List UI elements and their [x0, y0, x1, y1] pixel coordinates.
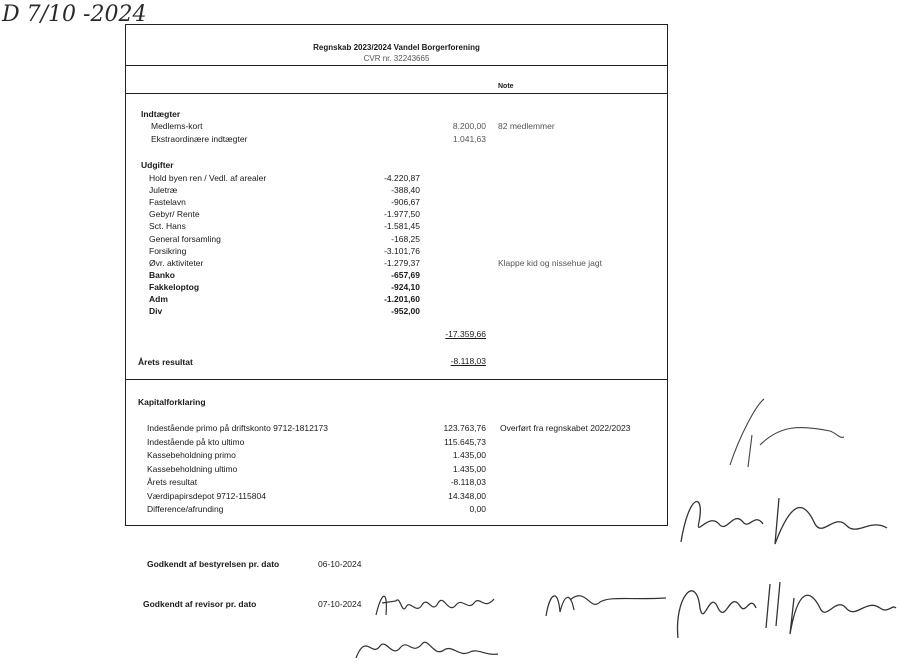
- capital-label: Værdipapirsdepot 9712-115804: [147, 490, 266, 501]
- signature-2: [352, 628, 502, 666]
- expense-label: Øvr. aktiviteter: [149, 257, 204, 268]
- expense-label: Gebyr/ Rente: [149, 209, 200, 220]
- income-label-1: Ekstraordinære indtægter: [151, 134, 248, 144]
- income-note-0: 82 medlemmer: [498, 121, 555, 131]
- expense-amount: -1.201,60: [384, 294, 420, 304]
- expense-amount: -1.977,50: [384, 209, 420, 220]
- capital-label: Kassebeholdning ultimo: [147, 463, 238, 474]
- expense-label: Fakkeloptog: [149, 281, 200, 292]
- expense-label: General forsamling: [149, 233, 221, 244]
- divider-capital: [126, 379, 667, 380]
- expense-amount: -388,40: [391, 185, 420, 196]
- income-amount-1: 1.041,63: [452, 134, 486, 144]
- expenses-total: -17.359,66: [445, 329, 486, 339]
- capital-amount: 1.435,00: [452, 450, 486, 460]
- expense-amount: -1.279,37: [384, 257, 420, 268]
- expense-label: Hold byen ren / Vedl. af arealer: [149, 173, 267, 183]
- expense-amount: -3.101,76: [384, 245, 420, 256]
- expense-amount: -657,69: [391, 269, 420, 280]
- capital-amount: 115.645,73: [444, 436, 486, 447]
- income-label-0: Medlems-kort: [151, 121, 203, 131]
- signature-4: [670, 568, 898, 648]
- cvr-number: CVR nr. 32243665: [363, 54, 430, 63]
- expense-amount: -4.220,87: [384, 173, 420, 183]
- signature-5: [675, 482, 890, 552]
- capital-note: Overført fra regnskabet 2022/2023: [500, 423, 631, 433]
- result-amount: -8.118,03: [450, 356, 486, 366]
- board-approval-date: 06-10-2024: [318, 559, 362, 569]
- income-amount-0: 8.200,00: [452, 121, 486, 131]
- expense-label: Sct. Hans: [149, 221, 186, 232]
- capital-label: Årets resultat: [147, 477, 198, 487]
- expense-label: Adm: [149, 294, 168, 304]
- auditor-approval-label: Godkendt af revisor pr. dato: [143, 599, 257, 609]
- note-column-header: Note: [498, 83, 514, 90]
- capital-label: Difference/afrunding: [147, 504, 224, 514]
- signature-3: [540, 582, 670, 624]
- income-heading: Indtægter: [141, 109, 181, 119]
- divider-columns: [126, 93, 667, 94]
- capital-amount: 0,00: [469, 504, 486, 514]
- signature-6: [720, 395, 850, 475]
- result-label: Årets resultat: [138, 357, 193, 367]
- expense-label: Banko: [149, 269, 175, 280]
- auditor-approval-date: 07-10-2024: [318, 599, 362, 609]
- divider-header: [126, 65, 667, 66]
- handwritten-date-note: D 7/10 -2024: [2, 2, 147, 27]
- expense-amount: -924,10: [391, 281, 420, 292]
- expenses-heading: Udgifter: [141, 160, 174, 170]
- capital-heading: Kapitalforklaring: [138, 397, 206, 407]
- expense-amount: -168,25: [391, 233, 420, 244]
- capital-amount: -8.118,03: [450, 477, 486, 487]
- page-title: Regnskab 2023/2024 Vandel Borgerforening: [313, 43, 480, 52]
- board-approval-label: Godkendt af bestyrelsen pr. dato: [147, 559, 280, 569]
- capital-label: Kassebeholdning primo: [147, 450, 236, 460]
- expense-note: Klappe kid og nissehue jagt: [498, 257, 602, 268]
- capital-amount: 123.763,76: [443, 423, 486, 433]
- expense-label: Div: [149, 306, 163, 317]
- expense-amount: -952,00: [391, 306, 420, 317]
- expense-label: Juletræ: [149, 185, 178, 196]
- expense-label: Forsikring: [149, 245, 187, 256]
- capital-amount: 14.348,00: [448, 490, 486, 501]
- expense-label: Fastelavn: [149, 197, 186, 208]
- capital-label: Indestående primo på driftskonto 9712-1812173: [147, 423, 328, 433]
- signature-1: [372, 585, 502, 625]
- capital-label: Indestående på kto ultimo: [147, 436, 245, 447]
- capital-amount: 1.435,00: [452, 463, 486, 474]
- expense-amount: -906,67: [391, 197, 420, 208]
- expense-amount: -1.581,45: [384, 221, 420, 232]
